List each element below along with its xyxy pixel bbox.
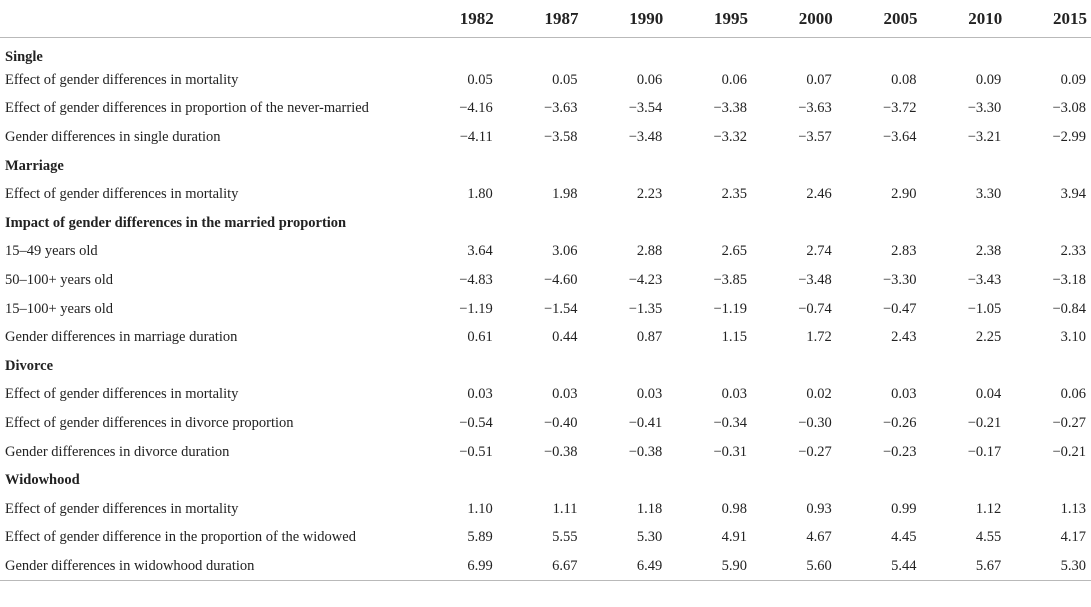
value-cell: 3.94 bbox=[1060, 186, 1086, 203]
year-header: 1995 bbox=[667, 0, 752, 38]
table-row bbox=[0, 495, 1091, 524]
section-header-row bbox=[0, 38, 1091, 67]
year-header: 1987 bbox=[498, 0, 583, 38]
value-cell: 5.55 bbox=[552, 529, 578, 546]
value-cell: −3.43 bbox=[967, 272, 1002, 289]
value-cell: −3.38 bbox=[713, 100, 747, 117]
value-cell: 2.88 bbox=[636, 243, 663, 260]
row-label: Gender differences in single duration bbox=[5, 129, 221, 146]
value-cell: 0.03 bbox=[721, 386, 747, 403]
value-cell: −2.99 bbox=[1052, 129, 1086, 146]
row-label: Effect of gender differences in mortality bbox=[5, 186, 239, 203]
value-cell: 6.49 bbox=[583, 552, 668, 581]
value-cell: 1.13 bbox=[1060, 500, 1086, 517]
table-row bbox=[0, 323, 1091, 352]
value-cell: 0.44 bbox=[552, 329, 578, 346]
row-label: Effect of gender differences in mortality bbox=[5, 500, 239, 517]
value-cell: −3.21 bbox=[967, 129, 1002, 146]
value-cell: −3.54 bbox=[628, 100, 663, 117]
section-title: Divorce bbox=[5, 357, 54, 374]
value-cell: 0.06 bbox=[721, 71, 747, 88]
section-header-row bbox=[0, 466, 1091, 495]
value-cell: 0.03 bbox=[891, 386, 917, 403]
value-cell: −4.83 bbox=[459, 272, 493, 289]
value-cell: 3.06 bbox=[552, 243, 578, 260]
value-cell: 1.80 bbox=[467, 186, 493, 203]
value-cell: −4.11 bbox=[459, 129, 493, 146]
value-cell: 6.67 bbox=[498, 552, 583, 581]
value-cell: 4.17 bbox=[1060, 529, 1086, 546]
value-cell: −3.72 bbox=[882, 100, 917, 117]
table-row bbox=[0, 266, 1091, 295]
value-cell: 1.18 bbox=[636, 500, 663, 517]
value-cell: 0.09 bbox=[975, 71, 1002, 88]
value-cell: −0.21 bbox=[1052, 443, 1086, 460]
value-cell: −0.17 bbox=[967, 443, 1002, 460]
section-title: Impact of gender differences in the married proportion bbox=[5, 214, 347, 231]
value-cell: 6.99 bbox=[413, 552, 498, 581]
value-cell: −1.54 bbox=[543, 300, 578, 317]
value-cell: 0.02 bbox=[806, 386, 832, 403]
value-cell: −3.85 bbox=[713, 272, 747, 289]
value-cell: 5.90 bbox=[667, 552, 752, 581]
value-cell: −3.30 bbox=[967, 100, 1002, 117]
value-cell: −1.19 bbox=[713, 300, 747, 317]
value-cell: 3.30 bbox=[975, 186, 1002, 203]
table-row bbox=[0, 552, 1091, 581]
section-title: Marriage bbox=[5, 157, 64, 174]
value-cell: −1.19 bbox=[459, 300, 493, 317]
value-cell: 1.15 bbox=[721, 329, 747, 346]
value-cell: 5.60 bbox=[752, 552, 837, 581]
header-row bbox=[0, 0, 1091, 38]
value-cell: 4.91 bbox=[721, 529, 747, 546]
year-header: 1982 bbox=[413, 0, 498, 38]
value-cell: 1.10 bbox=[467, 500, 493, 517]
value-cell: 0.99 bbox=[891, 500, 917, 517]
value-cell: 2.65 bbox=[721, 243, 747, 260]
value-cell: 5.67 bbox=[922, 552, 1007, 581]
value-cell: −0.27 bbox=[1052, 415, 1086, 432]
table-row bbox=[0, 438, 1091, 467]
value-cell: 1.12 bbox=[975, 500, 1002, 517]
year-header: 2015 bbox=[1006, 0, 1091, 38]
value-cell: 4.55 bbox=[975, 529, 1002, 546]
table-row bbox=[0, 409, 1091, 438]
row-label: 15–100+ years old bbox=[5, 300, 114, 317]
row-label: Effect of gender difference in the proportion of the widowed bbox=[5, 529, 356, 546]
table-row bbox=[0, 180, 1091, 209]
value-cell: −0.40 bbox=[543, 415, 578, 432]
value-cell: −3.57 bbox=[798, 129, 832, 146]
value-cell: 2.90 bbox=[891, 186, 917, 203]
value-cell: −4.60 bbox=[543, 272, 578, 289]
table-body bbox=[0, 38, 1091, 581]
value-cell: 5.30 bbox=[636, 529, 663, 546]
row-label: Gender differences in marriage duration bbox=[5, 329, 238, 346]
value-cell: 0.04 bbox=[975, 386, 1002, 403]
row-label: Gender differences in divorce duration bbox=[5, 443, 230, 460]
table-row bbox=[0, 295, 1091, 324]
value-cell: −0.34 bbox=[713, 415, 747, 432]
value-cell: 0.05 bbox=[467, 71, 493, 88]
value-cell: −0.47 bbox=[882, 300, 917, 317]
value-cell: −3.48 bbox=[628, 129, 663, 146]
value-cell: −0.23 bbox=[882, 443, 917, 460]
value-cell: 4.67 bbox=[806, 529, 832, 546]
value-cell: −0.38 bbox=[543, 443, 578, 460]
value-cell: −4.16 bbox=[459, 100, 493, 117]
value-cell: −0.74 bbox=[798, 300, 832, 317]
value-cell: −3.63 bbox=[798, 100, 832, 117]
value-cell: 1.72 bbox=[806, 329, 832, 346]
value-cell: 2.38 bbox=[975, 243, 1002, 260]
table-row bbox=[0, 123, 1091, 152]
year-header: 2000 bbox=[752, 0, 837, 38]
row-label: Gender differences in widowhood duration bbox=[0, 552, 413, 581]
section-header-row bbox=[0, 352, 1091, 381]
row-label: Effect of gender differences in divorce proportion bbox=[5, 415, 294, 432]
value-cell: −0.51 bbox=[459, 443, 493, 460]
table-row bbox=[0, 95, 1091, 124]
value-cell: −3.30 bbox=[882, 272, 917, 289]
value-cell: 0.61 bbox=[467, 329, 493, 346]
value-cell: 2.43 bbox=[891, 329, 917, 346]
year-header: 2005 bbox=[837, 0, 922, 38]
value-cell: 4.45 bbox=[891, 529, 917, 546]
value-cell: −3.08 bbox=[1052, 100, 1086, 117]
value-cell: −0.27 bbox=[798, 443, 832, 460]
row-label: 15–49 years old bbox=[5, 243, 98, 260]
year-header: 2010 bbox=[922, 0, 1007, 38]
value-cell: 2.46 bbox=[806, 186, 832, 203]
header-blank-cell bbox=[0, 0, 413, 38]
section-title: Widowhood bbox=[5, 472, 80, 489]
value-cell: 2.35 bbox=[721, 186, 747, 203]
value-cell: 0.03 bbox=[636, 386, 663, 403]
value-cell: −0.41 bbox=[628, 415, 663, 432]
value-cell: 2.23 bbox=[636, 186, 663, 203]
table-row bbox=[0, 238, 1091, 267]
table-row bbox=[0, 66, 1091, 95]
section-header-row bbox=[0, 152, 1091, 181]
value-cell: 0.87 bbox=[636, 329, 663, 346]
value-cell: −0.30 bbox=[798, 415, 832, 432]
value-cell: −0.21 bbox=[967, 415, 1002, 432]
value-cell: 0.08 bbox=[891, 71, 917, 88]
value-cell: 0.09 bbox=[1060, 71, 1086, 88]
value-cell: 5.89 bbox=[467, 529, 493, 546]
value-cell: −3.48 bbox=[798, 272, 832, 289]
value-cell: −1.35 bbox=[628, 300, 663, 317]
value-cell: −3.18 bbox=[1052, 272, 1086, 289]
row-label: Effect of gender differences in proportion of the never-married bbox=[5, 100, 369, 117]
value-cell: 0.05 bbox=[552, 71, 578, 88]
value-cell: 0.03 bbox=[467, 386, 493, 403]
table-row bbox=[0, 524, 1091, 553]
value-cell: 0.98 bbox=[721, 500, 747, 517]
value-cell: −0.54 bbox=[459, 415, 493, 432]
value-cell: 5.30 bbox=[1006, 552, 1091, 581]
value-cell: −3.58 bbox=[543, 129, 578, 146]
value-cell: 0.06 bbox=[1060, 386, 1086, 403]
row-label: 50–100+ years old bbox=[5, 272, 114, 289]
value-cell: −0.31 bbox=[713, 443, 747, 460]
value-cell: 1.11 bbox=[552, 500, 578, 517]
value-cell: −3.63 bbox=[543, 100, 578, 117]
value-cell: 2.33 bbox=[1060, 243, 1086, 260]
value-cell: 2.83 bbox=[891, 243, 917, 260]
year-header: 1990 bbox=[583, 0, 668, 38]
value-cell: 0.93 bbox=[806, 500, 832, 517]
value-cell: −0.38 bbox=[628, 443, 663, 460]
value-cell: −0.26 bbox=[882, 415, 917, 432]
value-cell: 0.06 bbox=[636, 71, 663, 88]
value-cell: −1.05 bbox=[967, 300, 1002, 317]
value-cell: 0.07 bbox=[806, 71, 832, 88]
row-label: Effect of gender differences in mortality bbox=[5, 71, 239, 88]
table-row bbox=[0, 381, 1091, 410]
row-label: Effect of gender differences in mortality bbox=[5, 386, 239, 403]
value-cell: 2.74 bbox=[806, 243, 832, 260]
value-cell: 5.44 bbox=[837, 552, 922, 581]
value-cell: 1.98 bbox=[552, 186, 578, 203]
value-cell: 3.64 bbox=[467, 243, 493, 260]
value-cell: −3.64 bbox=[882, 129, 917, 146]
value-cell: −4.23 bbox=[628, 272, 663, 289]
value-cell: −0.84 bbox=[1052, 300, 1086, 317]
section-title: Single bbox=[5, 48, 43, 65]
value-cell: −3.32 bbox=[713, 129, 747, 146]
value-cell: 2.25 bbox=[975, 329, 1002, 346]
value-cell: 0.03 bbox=[552, 386, 578, 403]
value-cell: 3.10 bbox=[1060, 329, 1086, 346]
section-header-row bbox=[0, 209, 1091, 238]
